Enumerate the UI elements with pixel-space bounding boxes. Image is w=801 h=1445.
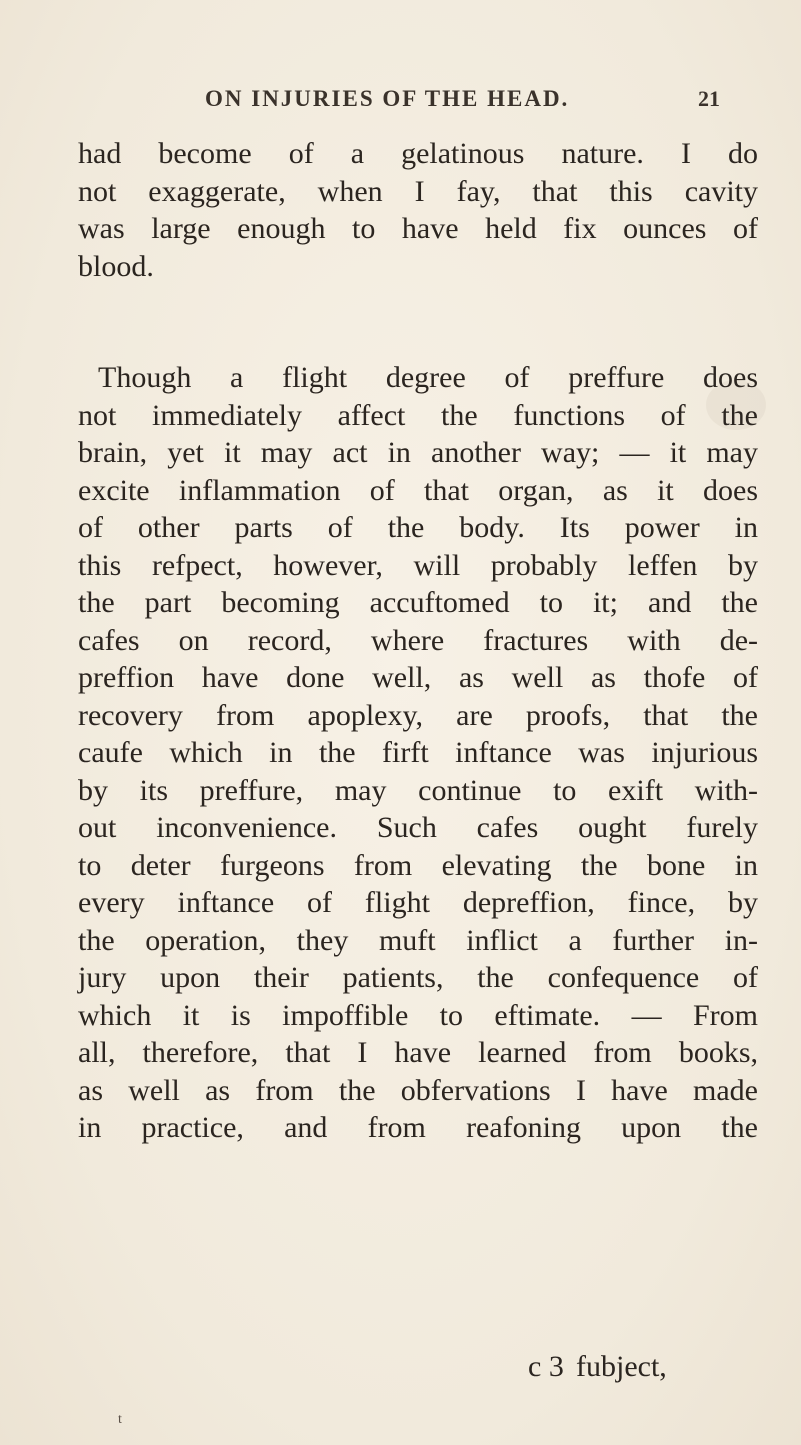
text-line: jury upon their patients, the confequence of: [78, 961, 758, 994]
catchword: fubject,: [576, 1350, 667, 1383]
paragraph-2: [78, 359, 758, 1147]
text-line: every inftance of flight depreffion, fince, by: [78, 886, 758, 919]
text-line: not exaggerate, when I fay, that this cavity: [78, 174, 758, 208]
text-line: as well as from the obfervations I have made: [78, 1073, 758, 1107]
text-line: the operation, they muft inflict a further in-: [78, 923, 758, 957]
text-line: Though a flight degree of preffure does: [98, 361, 758, 394]
text-line: had become of a gelatinous nature. I do: [78, 137, 758, 170]
page-number: 21: [698, 86, 720, 111]
text-line: in practice, and from reafoning upon the: [78, 1111, 758, 1144]
text-line: recovery from apoplexy, are proofs, that the: [78, 698, 758, 732]
text-line: brain, yet it may act in another way; — it may: [78, 436, 758, 469]
text-line: to deter furgeons from elevating the bone in: [78, 848, 758, 882]
footer-mark: t: [118, 1412, 122, 1427]
text-line: was large enough to have held fix ounces of: [78, 212, 758, 245]
text-line: excite inflammation of that organ, as it does: [78, 473, 758, 507]
text-line: which it is impoffible to eftimate. — From: [78, 998, 758, 1032]
text-line: of other parts of the body. Its power in: [78, 511, 758, 544]
text-line: cafes on record, where fractures with de-: [78, 623, 758, 657]
text-line: by its preffure, may continue to exift with-: [78, 773, 758, 807]
text-line: the part becoming accuftomed to it; and the: [78, 586, 758, 619]
running-head: ON INJURIES OF THE HEAD.: [205, 86, 570, 111]
text-line: all, therefore, that I have learned from books,: [78, 1036, 758, 1069]
paragraph-1: [78, 135, 758, 285]
text-line: out inconvenience. Such cafes ought furely: [78, 811, 758, 844]
text-line: not immediately affect the functions of the: [78, 398, 758, 432]
text-line: blood.: [78, 249, 154, 283]
signature-mark: c 3: [528, 1350, 564, 1383]
text-line: caufe which in the firft inftance was injurious: [78, 736, 758, 769]
text-line: preffion have done well, as well as thofe of: [78, 661, 758, 694]
text-line: this refpect, however, will probably leffen by: [78, 548, 758, 582]
